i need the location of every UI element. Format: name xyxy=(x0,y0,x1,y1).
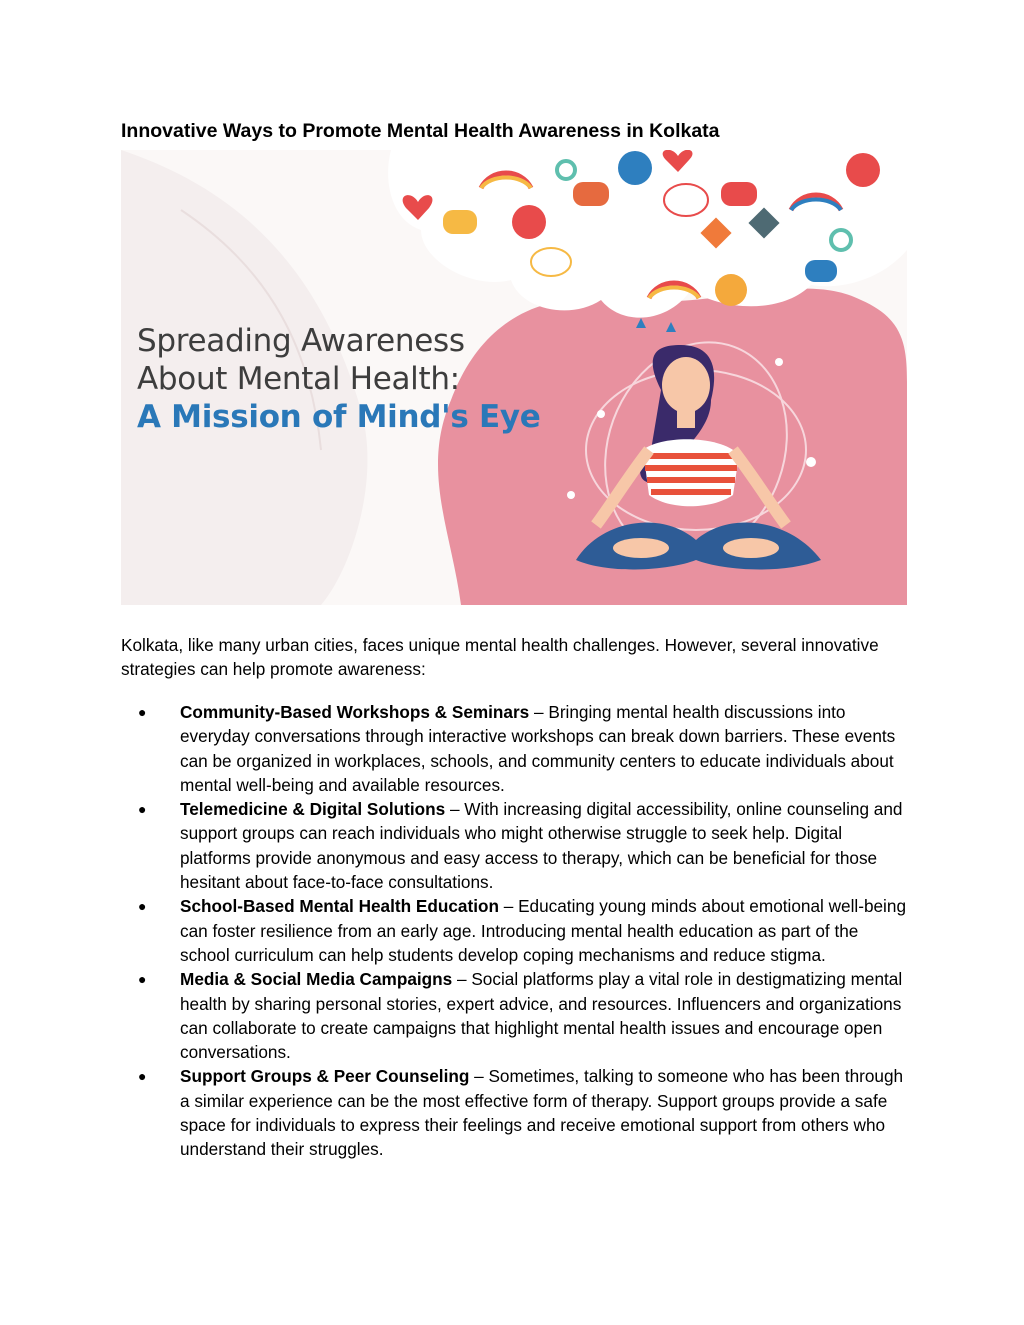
bullet-icon: ● xyxy=(138,704,147,720)
list-item xyxy=(121,894,911,967)
item-heading: Community-Based Workshops & Seminars xyxy=(180,702,530,722)
item-text: – Social platforms play a vital role in destigmatizing mental health by sharing personal stories, expert advice, and resources. Influencers and organizations can collaborate to create campaigns that highlight mental health issues and encourage open conversations. xyxy=(180,969,903,1063)
list-item xyxy=(121,797,911,894)
hero-line-2: About Mental Health: xyxy=(137,361,460,397)
item-text: – Educating young minds about emotional well-being can foster resilience from an early age. Introducing mental health education as part of the school curriculum can help students develop coping mechanisms and reduce stigma. xyxy=(180,896,906,965)
bullet-icon: ● xyxy=(138,801,147,818)
item-heading: Support Groups & Peer Counseling xyxy=(180,1066,470,1087)
list-item xyxy=(121,967,911,1064)
item-heading: Media & Social Media Campaigns xyxy=(180,969,453,990)
hero-caption xyxy=(137,322,541,436)
bullet-icon: ● xyxy=(138,971,147,988)
list-item xyxy=(121,700,911,797)
item-text: – Bringing mental health discussions into everyday conversations through interactive workshops can break down barriers. These events can be organized in workplaces, schools, and community centers to educate individuals about mental well-being and available resources. xyxy=(180,702,896,795)
hero-line-1: Spreading Awareness xyxy=(137,323,465,359)
item-heading: Telemedicine & Digital Solutions xyxy=(180,799,446,820)
bullet-icon: ● xyxy=(138,898,147,915)
item-text: – Sometimes, talking to someone who has been through a similar experience can be the most effective form of therapy. Support groups provide a safe space for individuals to express their feelings and receive emotional support from others who understand their struggles. xyxy=(180,1066,904,1160)
hero-line-3: A Mission of Mind's Eye xyxy=(137,399,541,435)
item-text: – With increasing digital accessibility, online counseling and support groups can reach individuals who might otherwise struggle to seek help. Digital platforms provide anonymous and easy access to therapy, which can be beneficial for those hesitant about face-to-face consultations. xyxy=(180,799,903,893)
intro-paragraph: Kolkata, like many urban cities, faces unique mental health challenges. However, several innovative strategies can help promote awareness: xyxy=(121,635,879,680)
strategy-list xyxy=(121,700,911,1162)
page-title: Innovative Ways to Promote Mental Health Awareness in Kolkata xyxy=(121,120,720,142)
bullet-icon: ● xyxy=(138,1068,147,1085)
list-item xyxy=(121,1064,911,1161)
item-heading: School-Based Mental Health Education xyxy=(180,896,499,917)
hero-illustration xyxy=(121,150,907,605)
